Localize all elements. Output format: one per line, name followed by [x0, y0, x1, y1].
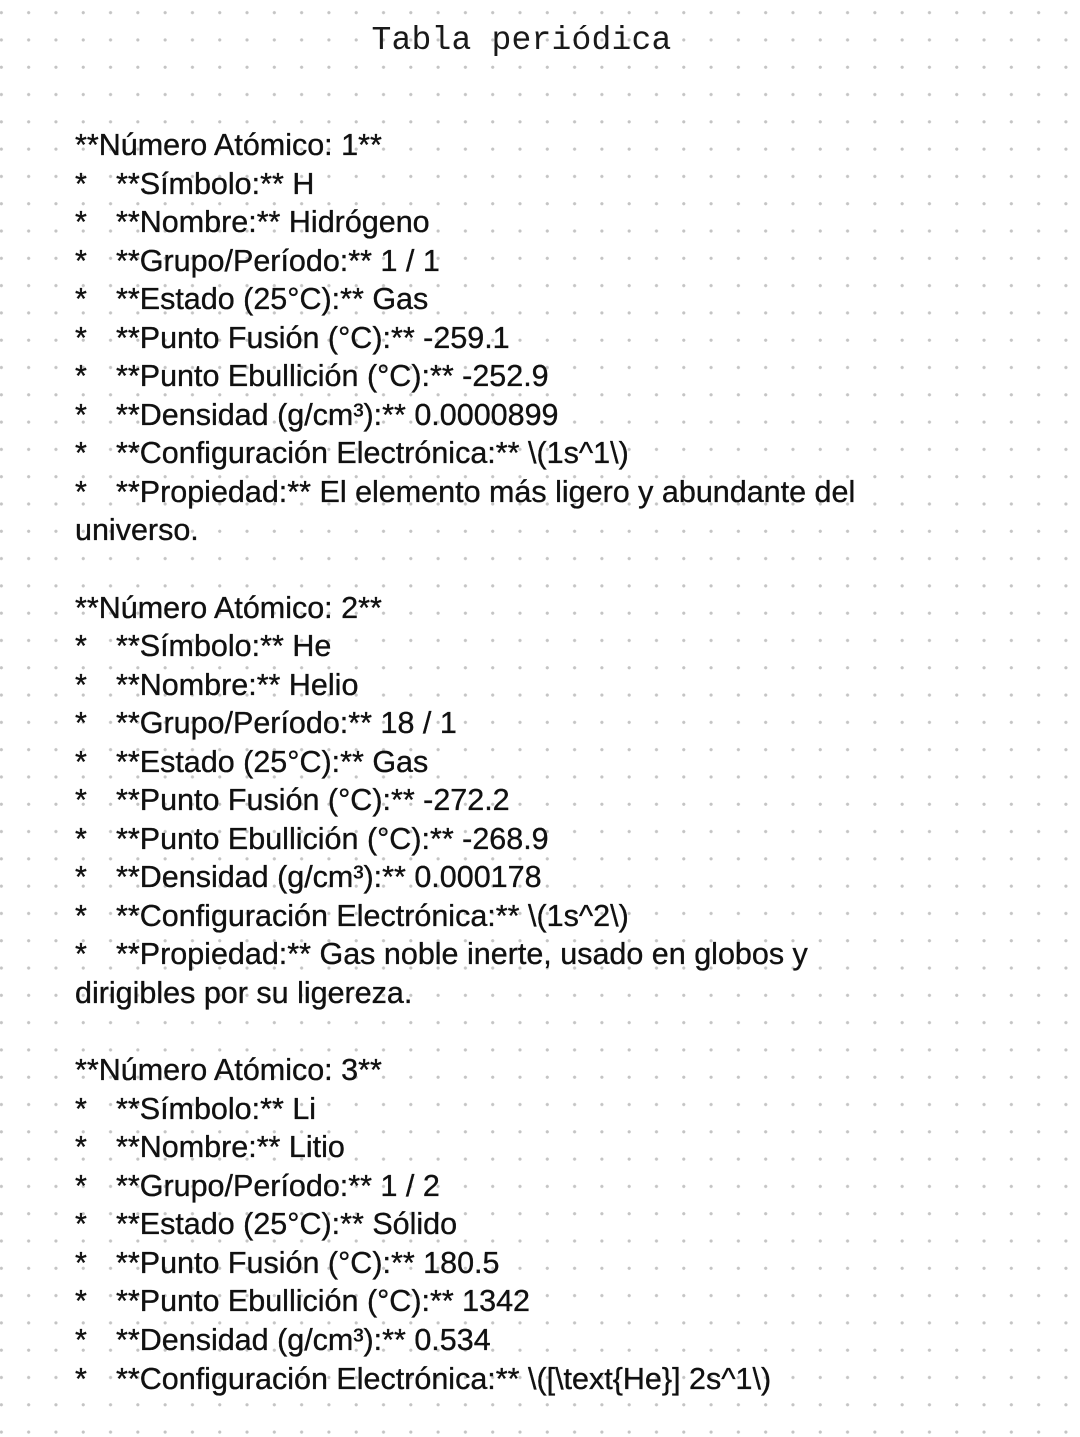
bullet-asterisk: * — [75, 282, 87, 317]
bullet-asterisk: * — [75, 860, 87, 895]
bullet-asterisk: * — [75, 359, 87, 394]
list-item — [75, 165, 935, 204]
list-item — [75, 1282, 935, 1321]
list-item — [75, 935, 935, 1012]
bullet-asterisk: * — [75, 1168, 87, 1203]
name-line: **Nombre:** Hidrógeno — [116, 205, 430, 240]
list-item — [75, 627, 935, 666]
element-header: **Número Atómico: 2** — [75, 590, 382, 625]
list-item — [75, 858, 935, 897]
list-item — [75, 1360, 935, 1399]
bullet-asterisk: * — [75, 706, 87, 741]
density-line: **Densidad (g/cm³):** 0.0000899 — [116, 397, 559, 432]
bullet-asterisk: * — [75, 629, 87, 664]
name-line: **Nombre:** Helio — [116, 667, 359, 702]
list-item — [75, 319, 935, 358]
bullet-asterisk: * — [75, 397, 87, 432]
page-title: Tabla periódica — [371, 22, 672, 59]
electron-config-line: **Configuración Electrónica:** \(1s^1\) — [116, 436, 629, 471]
group-period-line: **Grupo/Período:** 18 / 1 — [116, 706, 457, 741]
list-item — [75, 473, 935, 550]
bullet-asterisk: * — [75, 205, 87, 240]
list-item — [75, 781, 935, 820]
list-item — [75, 1244, 935, 1283]
element-entry-hydrogen — [75, 126, 935, 550]
bullet-asterisk: * — [75, 1130, 87, 1165]
document-body — [75, 126, 935, 1437]
property-line: **Propiedad:** El elemento más ligero y abundante del universo. — [75, 474, 864, 548]
list-item — [75, 357, 935, 396]
symbol-line: **Símbolo:** He — [116, 629, 332, 664]
element-entry-lithium — [75, 1051, 935, 1398]
density-line: **Densidad (g/cm³):** 0.000178 — [116, 860, 542, 895]
bullet-asterisk: * — [75, 243, 87, 278]
bullet-asterisk: * — [75, 783, 87, 818]
list-item — [75, 820, 935, 859]
bullet-asterisk: * — [75, 821, 87, 856]
list-item — [75, 1090, 935, 1129]
list-item — [75, 1205, 935, 1244]
group-period-line: **Grupo/Período:** 1 / 1 — [116, 243, 440, 278]
melting-point-line: **Punto Fusión (°C):** 180.5 — [116, 1245, 500, 1280]
state-line: **Estado (25°C):** Gas — [116, 744, 429, 779]
state-line: **Estado (25°C):** Gas — [116, 282, 429, 317]
symbol-line: **Símbolo:** Li — [116, 1091, 317, 1126]
element-header: **Número Atómico: 3** — [75, 1053, 382, 1088]
boiling-point-line: **Punto Ebullición (°C):** 1342 — [116, 1284, 531, 1319]
list-item — [75, 242, 935, 281]
property-line: **Propiedad:** Gas noble inerte, usado en globos y dirigibles por su ligereza. — [75, 937, 817, 1011]
boiling-point-line: **Punto Ebullición (°C):** -268.9 — [116, 821, 549, 856]
list-item — [75, 666, 935, 705]
list-item — [75, 1321, 935, 1360]
list-item — [75, 897, 935, 936]
list-item — [75, 743, 935, 782]
list-item — [75, 704, 935, 743]
list-item — [75, 1167, 935, 1206]
electron-config-line: **Configuración Electrónica:** \(1s^2\) — [116, 898, 629, 933]
bullet-asterisk: * — [75, 744, 87, 779]
bullet-asterisk: * — [75, 436, 87, 471]
bullet-asterisk: * — [75, 1091, 87, 1126]
state-line: **Estado (25°C):** Sólido — [116, 1207, 458, 1242]
name-line: **Nombre:** Litio — [116, 1130, 345, 1165]
bullet-asterisk: * — [75, 1207, 87, 1242]
bullet-asterisk: * — [75, 166, 87, 201]
electron-config-line: **Configuración Electrónica:** \([\text{He}] 2s^1\) — [116, 1361, 772, 1396]
density-line: **Densidad (g/cm³):** 0.534 — [116, 1322, 491, 1357]
list-item — [75, 396, 935, 435]
bullet-asterisk: * — [75, 937, 87, 972]
list-item — [75, 203, 935, 242]
boiling-point-line: **Punto Ebullición (°C):** -252.9 — [116, 359, 549, 394]
bullet-asterisk: * — [75, 898, 87, 933]
list-item — [75, 1128, 935, 1167]
bullet-asterisk: * — [75, 1284, 87, 1319]
bullet-asterisk: * — [75, 1245, 87, 1280]
bullet-asterisk: * — [75, 1361, 87, 1396]
bullet-asterisk: * — [75, 320, 87, 355]
element-entry-helium — [75, 589, 935, 1013]
bullet-asterisk: * — [75, 1322, 87, 1357]
melting-point-line: **Punto Fusión (°C):** -259.1 — [116, 320, 510, 355]
group-period-line: **Grupo/Período:** 1 / 2 — [116, 1168, 440, 1203]
element-header: **Número Atómico: 1** — [75, 128, 382, 162]
list-item — [75, 280, 935, 319]
symbol-line: **Símbolo:** H — [116, 166, 315, 201]
list-item — [75, 434, 935, 473]
bullet-asterisk: * — [75, 474, 87, 509]
melting-point-line: **Punto Fusión (°C):** -272.2 — [116, 783, 510, 818]
bullet-asterisk: * — [75, 667, 87, 702]
